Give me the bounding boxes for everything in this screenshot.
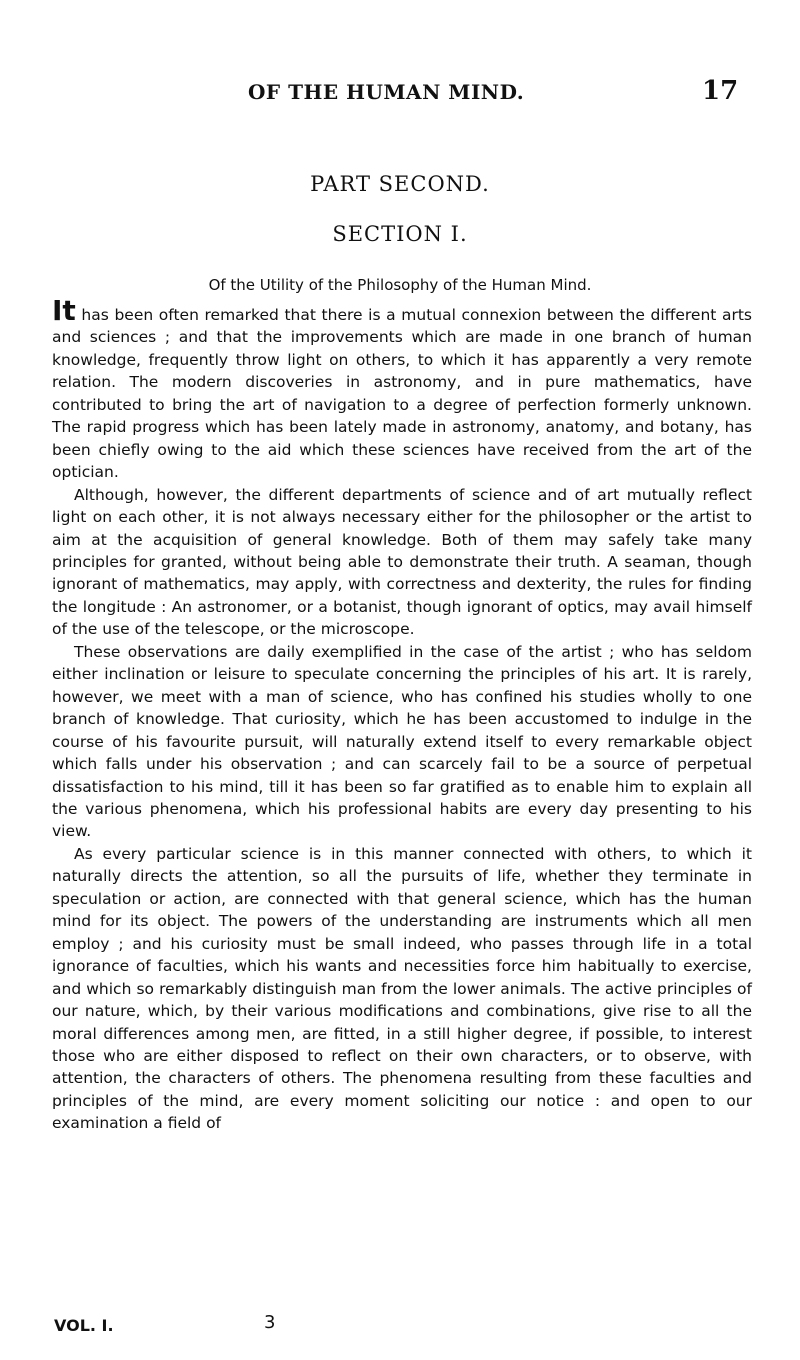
part-title: PART SECOND. bbox=[310, 172, 490, 196]
volume-label: VOL. I. bbox=[54, 1316, 114, 1335]
body-text bbox=[52, 294, 752, 1135]
page-header bbox=[0, 76, 800, 110]
page-footer bbox=[54, 1312, 754, 1340]
paragraph-text: has been often remarked that there is a mutual connexion between the different arts and sciences ; and that the improvements which are made in one branch of human knowledge, frequently throw light on others, to which it has apparently a very remote relation. The modern discoveries in astronomy, and in pure mathematics, have contributed to bring the art of navigation to a degree of perfection formerly unknown. The rapid progress which has been lately made in astronomy, anatomy, and botany, has been chiefly owing to the aid which these sciences have received from the art of the optician. bbox=[52, 306, 752, 482]
paragraph: Although, however, the different departments of science and of art mutually reflect light on each other, it is not always necessary either for the philosopher or the artist to aim at the acquisition of general knowledge. Both of them may safely take many principles for granted, without being able to demonstrate their truth. A seaman, though ignorant of mathematics, may apply, with correctness and dexterity, the rules for finding the longitude : An astronomer, or a botanist, though ignorant of optics, may avail himself of the use of the telescope, or the microscope. bbox=[52, 485, 752, 639]
section-subtitle: Of the Utility of the Philosophy of the Human Mind. bbox=[208, 276, 592, 294]
paragraph bbox=[52, 294, 752, 484]
drop-cap: It bbox=[52, 294, 76, 327]
section-title: SECTION I. bbox=[332, 222, 468, 246]
running-head: OF THE HUMAN MIND. bbox=[248, 80, 525, 104]
paragraph: As every particular science is in this manner connected with others, to which it naturally directs the attention, so all the pursuits of life, whether they terminate in speculation or action, are connected with that general science, which has the human mind for its object. The powers of the understanding are instruments which all men employ ; and his curiosity must be small indeed, who passes through life in a total ignorance of faculties, which his wants and necessities force him habitually to exercise, and which so remarkably distinguish man from the lower animals. The active principles of our nature, which, by their various modifications and combinations, give rise to all the moral differences among men, are fitted, in a still higher degree, if possible, to interest those who are either disposed to reflect on their own characters, or to observe, with attention, the characters of others. The phenomena resulting from these faculties and principles of the mind, are every moment soliciting our notice : and open to our examination a field of bbox=[52, 844, 752, 1133]
signature-mark: 3 bbox=[264, 1312, 276, 1333]
paragraph: These observations are daily exemplified in the case of the artist ; who has seldom either inclination or leisure to speculate concerning the principles of his art. It is rarely, however, we meet with a man of science, who has confined his studies wholly to one branch of knowledge. That curiosity, which he has been accustomed to indulge in the course of his favourite pursuit, will naturally extend itself to every remarkable object which falls under his observation ; and can scarcely fail to be a source of perpetual dissatisfaction to his mind, till it has been so far gratified as to enable him to explain all the various phenomena, which his professional habits are every day presenting to his view. bbox=[52, 642, 752, 841]
page-number: 17 bbox=[702, 76, 739, 106]
